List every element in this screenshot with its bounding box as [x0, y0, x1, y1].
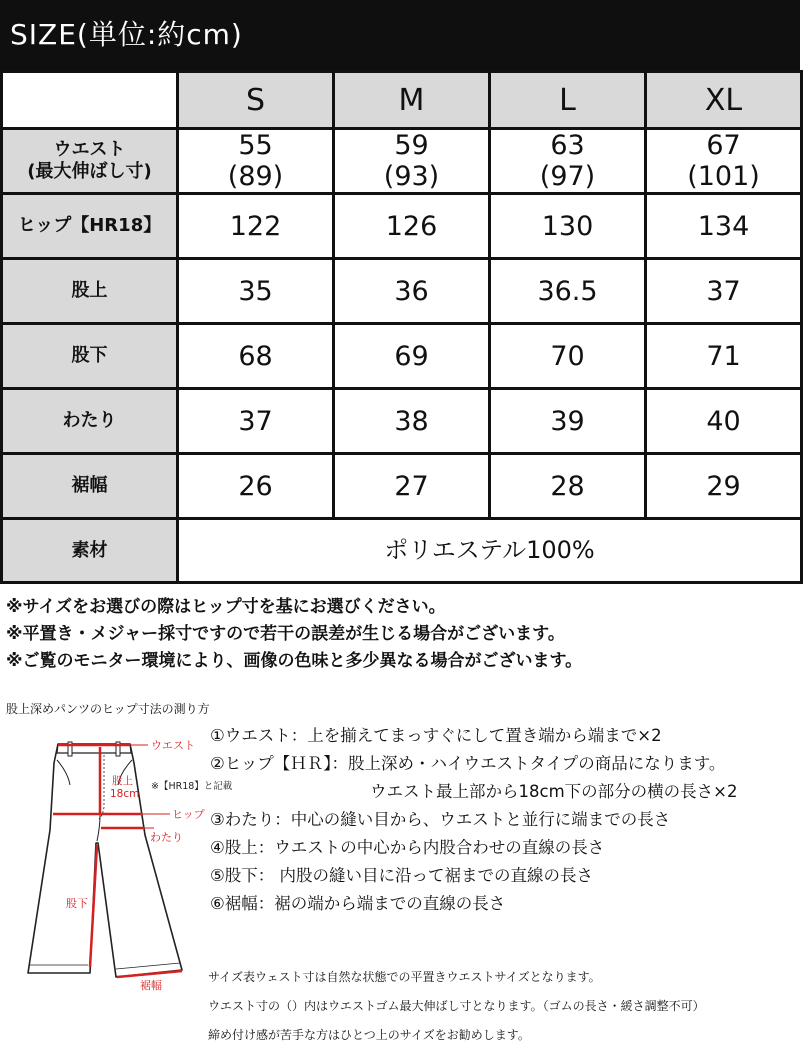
material-row — [2, 519, 802, 583]
note-line: ※平置き・メジャー採寸ですので若干の誤差が生じる場合がございます。 — [6, 624, 565, 644]
table-row — [2, 129, 802, 194]
instruction-item: ②ヒップ【ＨＲ】：股上深め・ハイウエストタイプの商品になります。 — [210, 754, 726, 773]
footnote-line: 締め付け感が苦手な方はひとつ上のサイズをお勧めします。 — [208, 1028, 530, 1042]
size-header: SIZE(単位:約cm) — [0, 0, 800, 70]
row-label-hem: 裾幅 — [2, 454, 178, 519]
rise-cm-label: 18cm — [110, 788, 140, 800]
table-cell: 38 — [334, 389, 490, 454]
note-line: ※ご覧のモニター環境により、画像の色味と多少異なる場合がございます。 — [6, 651, 583, 671]
thigh-label: わたり — [150, 831, 183, 844]
instruction-item: ⑤股下： 内股の縫い目に沿って裾までの直線の長さ — [210, 866, 594, 885]
waist-label: ウエスト — [151, 739, 195, 752]
table-cell: 134 — [646, 194, 802, 259]
table-row — [2, 324, 802, 389]
table-cell — [334, 129, 490, 194]
hip-label: ヒップ — [172, 808, 205, 821]
cell-value: 55 (89) — [227, 130, 284, 192]
table-cell: 126 — [334, 194, 490, 259]
size-m-header: M — [334, 72, 490, 129]
table-cell: 36.5 — [490, 259, 646, 324]
table-row — [2, 454, 802, 519]
size-xl-header: XL — [646, 72, 802, 129]
material-value: ポリエステル100% — [178, 519, 802, 583]
table-cell: 122 — [178, 194, 334, 259]
table-cell — [490, 129, 646, 194]
row-label-material: 素材 — [2, 519, 178, 583]
table-cell: 70 — [490, 324, 646, 389]
size-s-header: S — [178, 72, 334, 129]
table-cell — [178, 129, 334, 194]
row-label-waist — [2, 129, 178, 194]
rise-label: 股上 — [112, 775, 133, 787]
footnote-line: ウエスト寸の（）内はウエストゴム最大伸ばし寸となります。（ゴムの長さ・緩さ調整不可） — [208, 999, 705, 1013]
row-label-hip: ヒップ【HR18】 — [2, 194, 178, 259]
footnote-line: サイズ表ウェスト寸は自然な状態での平置きウエストサイズとなります。 — [208, 970, 601, 984]
instruction-item: ⑥裾幅：裾の端から端までの直線の長さ — [210, 894, 506, 913]
instruction-item: ①ウエスト：上を揃えてまっすぐにして置き端から端まで×2 — [210, 726, 662, 745]
row-label-text: ウエスト (最大伸ばし寸) — [27, 139, 152, 182]
cell-value: 67 (101) — [687, 130, 760, 192]
hem-label: 裾幅 — [140, 979, 162, 992]
hr-note: ※【HR18】と記載 — [151, 781, 233, 792]
pants-outline — [28, 744, 182, 977]
row-label-rise: 股上 — [2, 259, 178, 324]
table-cell: 40 — [646, 389, 802, 454]
table-cell: 37 — [178, 389, 334, 454]
table-cell: 36 — [334, 259, 490, 324]
size-l-header: L — [490, 72, 646, 129]
diagram-title: 股上深めパンツのヒップ寸法の測り方 — [6, 702, 210, 716]
table-cell: 26 — [178, 454, 334, 519]
table-cell: 35 — [178, 259, 334, 324]
table-cell: 69 — [334, 324, 490, 389]
size-chart-table — [0, 70, 803, 584]
note-line: ※サイズをお選びの際はヒップ寸を基にお選びください。 — [6, 597, 446, 617]
footnotes — [208, 963, 798, 1050]
table-row — [2, 259, 802, 324]
pants-measurement-diagram — [20, 715, 233, 1005]
table-cell: 29 — [646, 454, 802, 519]
measurement-instructions — [210, 722, 798, 918]
table-row — [2, 194, 802, 259]
table-cell: 68 — [178, 324, 334, 389]
table-cell: 28 — [490, 454, 646, 519]
inseam-label: 股下 — [66, 897, 88, 910]
table-row — [2, 389, 802, 454]
table-corner-cell — [2, 72, 178, 129]
size-notes — [6, 594, 796, 675]
table-cell: 130 — [490, 194, 646, 259]
instruction-item: ウエスト最上部から18cm下の部分の横の長さ×2 — [370, 782, 738, 801]
row-label-thigh: わたり — [2, 389, 178, 454]
table-cell: 71 — [646, 324, 802, 389]
table-cell: 27 — [334, 454, 490, 519]
row-label-inseam: 股下 — [2, 324, 178, 389]
instruction-item: ④股上：ウエストの中心から内股合わせの直線の長さ — [210, 838, 605, 857]
instruction-item: ③わたり：中心の縫い目から、ウエストと並行に端までの長さ — [210, 810, 671, 829]
cell-value: 59 (93) — [383, 130, 440, 192]
table-cell: 39 — [490, 389, 646, 454]
table-cell: 37 — [646, 259, 802, 324]
table-cell — [646, 129, 802, 194]
cell-value: 63 (97) — [539, 130, 596, 192]
size-header-row — [2, 72, 802, 129]
